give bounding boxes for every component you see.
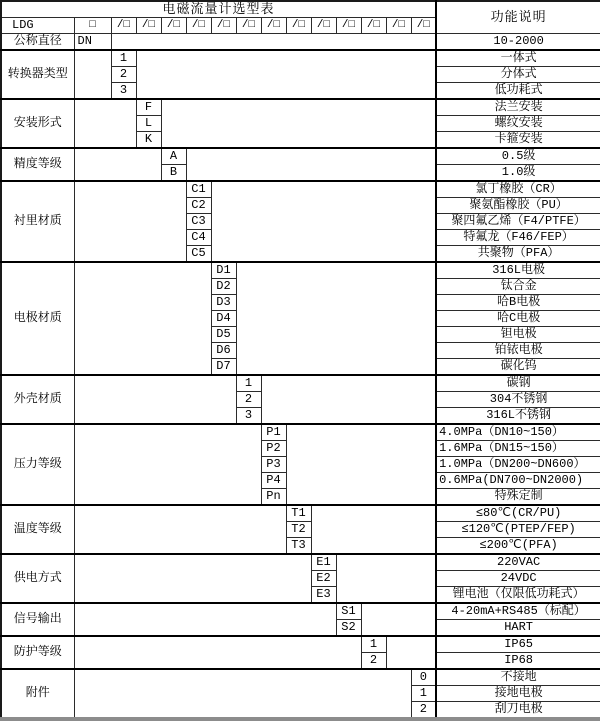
option-desc-cell: 一体式 bbox=[436, 50, 600, 67]
option-code-cell: 0 bbox=[411, 669, 436, 686]
option-code-cell: 1 bbox=[361, 636, 386, 653]
option-code-cell: E3 bbox=[311, 587, 336, 604]
option-code-cell: C4 bbox=[186, 230, 211, 246]
option-desc-cell: 哈B电极 bbox=[436, 295, 600, 311]
code-slot-12: /□ bbox=[386, 18, 411, 34]
option-desc-cell: 1.0级 bbox=[436, 165, 600, 182]
code-slot-6: /□ bbox=[236, 18, 261, 34]
option-code-cell: P1 bbox=[261, 424, 286, 441]
option-desc-cell: 24VDC bbox=[436, 571, 600, 587]
spacer-cell bbox=[74, 669, 411, 719]
option-desc-cell: ≤120℃(PTEP/FEP) bbox=[436, 522, 600, 538]
option-code-cell: 2 bbox=[111, 67, 136, 83]
code-slot-8: /□ bbox=[286, 18, 311, 34]
option-code-cell: 1 bbox=[236, 375, 261, 392]
spacer-cell bbox=[386, 636, 436, 669]
option-code-cell: 3 bbox=[236, 408, 261, 425]
code-slot-2: /□ bbox=[136, 18, 161, 34]
option-desc-cell: 碳钢 bbox=[436, 375, 600, 392]
option-desc-cell: 0.5级 bbox=[436, 148, 600, 165]
group-label-12: 附件 bbox=[1, 669, 74, 719]
code-slot-4: /□ bbox=[186, 18, 211, 34]
code-slot-10: /□ bbox=[336, 18, 361, 34]
group-label-3: 精度等级 bbox=[1, 148, 74, 181]
option-code-cell: P4 bbox=[261, 473, 286, 489]
option-code-cell: F bbox=[136, 99, 161, 116]
code-slot-9: /□ bbox=[311, 18, 336, 34]
option-desc-cell: 4-20mA+RS485（标配） bbox=[436, 603, 600, 620]
option-code-cell: 3 bbox=[111, 83, 136, 100]
group-label-5: 电极材质 bbox=[1, 262, 74, 375]
option-code-cell: D4 bbox=[211, 311, 236, 327]
option-code-cell: S1 bbox=[336, 603, 361, 620]
option-desc-cell: 接地电极 bbox=[436, 686, 600, 702]
option-desc-cell: 316L不锈钢 bbox=[436, 408, 600, 425]
option-desc-cell: 卡箍安装 bbox=[436, 132, 600, 149]
option-code-cell: 2 bbox=[411, 702, 436, 720]
spacer-cell bbox=[286, 424, 436, 505]
spacer-cell bbox=[74, 148, 161, 181]
group-label-7: 压力等级 bbox=[1, 424, 74, 505]
table-title: 电磁流量计选型表 bbox=[1, 1, 436, 18]
group-label-11: 防护等级 bbox=[1, 636, 74, 669]
code-slot-13: /□ bbox=[411, 18, 436, 34]
option-code-cell: D5 bbox=[211, 327, 236, 343]
group-label-6: 外壳材质 bbox=[1, 375, 74, 424]
option-desc-cell: 铂铱电极 bbox=[436, 343, 600, 359]
code-slot-3: /□ bbox=[161, 18, 186, 34]
option-code-cell: S2 bbox=[336, 620, 361, 637]
option-desc-cell: 共聚物（PFA） bbox=[436, 246, 600, 263]
dn-desc-cell: 10-2000 bbox=[436, 34, 600, 51]
option-desc-cell: 220VAC bbox=[436, 554, 600, 571]
option-desc-cell: IP65 bbox=[436, 636, 600, 653]
spacer-cell bbox=[311, 505, 436, 554]
option-desc-cell: 1.6MPa（DN15~150） bbox=[436, 441, 600, 457]
spacer-cell bbox=[261, 375, 436, 424]
option-desc-cell: 分体式 bbox=[436, 67, 600, 83]
option-desc-cell: 1.0MPa（DN200~DN600） bbox=[436, 457, 600, 473]
dn-code-cell: DN bbox=[74, 34, 111, 51]
option-desc-cell: 304不锈钢 bbox=[436, 392, 600, 408]
desc-column-header: 功能说明 bbox=[436, 1, 600, 34]
option-desc-cell: 4.0MPa（DN10~150） bbox=[436, 424, 600, 441]
option-code-cell: D1 bbox=[211, 262, 236, 279]
option-desc-cell: 刮刀电极 bbox=[436, 702, 600, 720]
option-code-cell: T2 bbox=[286, 522, 311, 538]
option-code-cell: D2 bbox=[211, 279, 236, 295]
option-code-cell: C5 bbox=[186, 246, 211, 263]
group-label-8: 温度等级 bbox=[1, 505, 74, 554]
option-desc-cell: ≤200℃(PFA) bbox=[436, 538, 600, 555]
option-desc-cell: IP68 bbox=[436, 653, 600, 670]
option-code-cell: C3 bbox=[186, 214, 211, 230]
spacer-cell bbox=[74, 424, 261, 505]
option-code-cell: B bbox=[161, 165, 186, 182]
option-desc-cell: 法兰安装 bbox=[436, 99, 600, 116]
option-code-cell: 2 bbox=[361, 653, 386, 670]
spacer-cell bbox=[74, 505, 286, 554]
group-label-2: 安装形式 bbox=[1, 99, 74, 148]
option-code-cell: P3 bbox=[261, 457, 286, 473]
spacer-cell bbox=[74, 262, 211, 375]
option-desc-cell: 碳化钨 bbox=[436, 359, 600, 376]
code-slot-11: /□ bbox=[361, 18, 386, 34]
spacer-cell bbox=[74, 375, 236, 424]
code-slot-5: /□ bbox=[211, 18, 236, 34]
spacer-cell bbox=[161, 99, 436, 148]
option-desc-cell: HART bbox=[436, 620, 600, 637]
option-desc-cell: 聚氨酯橡胶（PU） bbox=[436, 198, 600, 214]
group-label-9: 供电方式 bbox=[1, 554, 74, 603]
group-label-4: 衬里材质 bbox=[1, 181, 74, 262]
spacer-cell bbox=[236, 262, 436, 375]
option-desc-cell: 螺纹安装 bbox=[436, 116, 600, 132]
option-desc-cell: 特殊定制 bbox=[436, 489, 600, 506]
code-slot-1: /□ bbox=[111, 18, 136, 34]
option-desc-cell: 特氟龙（F46/FEP） bbox=[436, 230, 600, 246]
spacer-cell bbox=[211, 181, 436, 262]
spacer-cell bbox=[74, 554, 311, 603]
spacer-cell bbox=[74, 99, 136, 148]
option-code-cell: D7 bbox=[211, 359, 236, 376]
option-code-cell: 1 bbox=[111, 50, 136, 67]
spacer-cell bbox=[74, 603, 336, 636]
option-code-cell: E1 bbox=[311, 554, 336, 571]
option-desc-cell: 钽电极 bbox=[436, 327, 600, 343]
option-desc-cell: 低功耗式 bbox=[436, 83, 600, 100]
option-desc-cell: 0.6MPa(DN700~DN2000) bbox=[436, 473, 600, 489]
group-label-10: 信号输出 bbox=[1, 603, 74, 636]
option-desc-cell: 316L电极 bbox=[436, 262, 600, 279]
option-desc-cell: 锂电池（仅限低功耗式） bbox=[436, 587, 600, 604]
option-code-cell: 2 bbox=[236, 392, 261, 408]
option-code-cell: E2 bbox=[311, 571, 336, 587]
option-code-cell: D6 bbox=[211, 343, 236, 359]
option-code-cell: L bbox=[136, 116, 161, 132]
ldg-label: LDG bbox=[1, 18, 74, 34]
spacer-cell bbox=[74, 181, 186, 262]
option-code-cell: C1 bbox=[186, 181, 211, 198]
spacer-cell bbox=[74, 50, 111, 99]
option-code-cell: D3 bbox=[211, 295, 236, 311]
option-code-cell: C2 bbox=[186, 198, 211, 214]
option-code-cell: K bbox=[136, 132, 161, 149]
option-code-cell: P2 bbox=[261, 441, 286, 457]
group-label-1: 转换器类型 bbox=[1, 50, 74, 99]
option-code-cell: 1 bbox=[411, 686, 436, 702]
spacer-cell bbox=[361, 603, 436, 636]
option-desc-cell: 钛合金 bbox=[436, 279, 600, 295]
spacer-cell bbox=[111, 34, 436, 51]
dn-code-slot: □ bbox=[74, 18, 111, 34]
option-desc-cell: 哈C电极 bbox=[436, 311, 600, 327]
spacer-cell bbox=[74, 636, 361, 669]
option-desc-cell: 聚四氟乙烯（F4/PTFE） bbox=[436, 214, 600, 230]
row-label-nominal-diameter: 公称直径 bbox=[1, 34, 74, 51]
option-desc-cell: 不接地 bbox=[436, 669, 600, 686]
option-code-cell: T3 bbox=[286, 538, 311, 555]
spacer-cell bbox=[136, 50, 436, 99]
code-slot-7: /□ bbox=[261, 18, 286, 34]
option-desc-cell: 氯丁橡胶（CR） bbox=[436, 181, 600, 198]
option-code-cell: A bbox=[161, 148, 186, 165]
option-code-cell: Pn bbox=[261, 489, 286, 506]
spacer-cell bbox=[336, 554, 436, 603]
spacer-cell bbox=[186, 148, 436, 181]
option-code-cell: T1 bbox=[286, 505, 311, 522]
option-desc-cell: ≤80℃(CR/PU) bbox=[436, 505, 600, 522]
